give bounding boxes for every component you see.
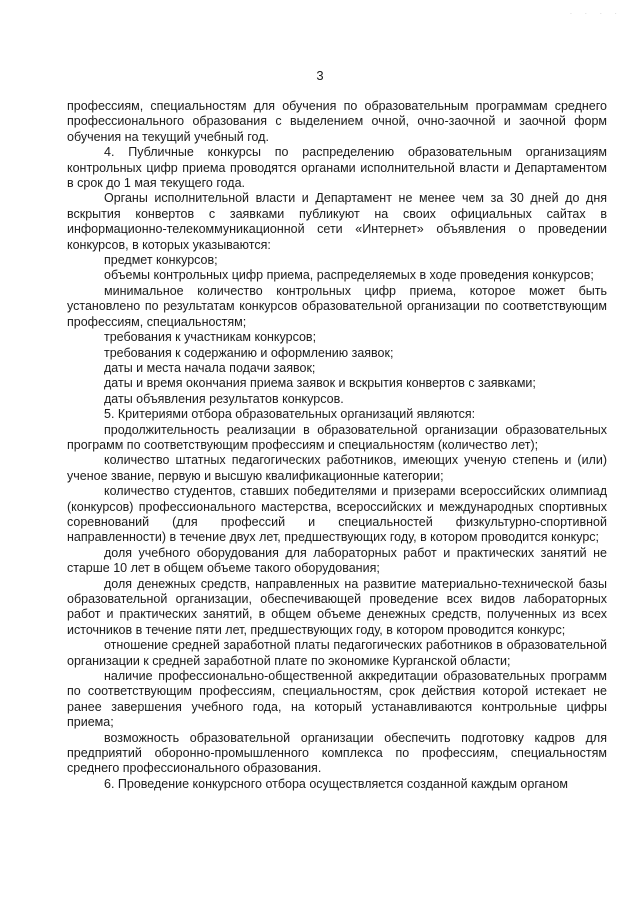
paragraph: объемы контрольных цифр приема, распределяемых в ходе проведения конкурсов; (104, 268, 594, 283)
body-text (67, 99, 607, 792)
paragraph: даты и время окончания приема заявок и вскрытия конвертов с заявками; (104, 376, 536, 391)
page-number: 3 (316, 68, 324, 83)
paragraph: требования к участникам конкурсов; (104, 330, 317, 345)
paragraph: доля денежных средств, направленных на развитие материально-технической базы образовательной организации, обеспечивающей проведение всех видов лабораторных работ и практических занятий, в общем объеме денежных средств, полученных из всех источников в течение пяти лет, предшествующих году, в котором проводится конкурс; (67, 576, 607, 637)
paragraph-last: 6. Проведение конкурсного отбора осуществляется созданной каждым органом (104, 776, 569, 791)
paragraph: минимальное количество контрольных цифр приема, которое может быть установлено по результатам конкурсов образовательной организации по соответствующим профессиям, специальностям; (67, 283, 607, 329)
paragraph: наличие профессионально-общественной аккредитации образовательных программ по соответствующим профессиям, специальностям, срок действия которой истекает не ранее завершения учебного года, на который устанавливаются контрольные цифры приема; (67, 669, 607, 730)
paragraph: даты объявления результатов конкурсов. (104, 391, 344, 406)
paragraph: возможность образовательной организации обеспечить подготовку кадров для предприятий оборонно-промышленного комплекса по профессиям, специальностям среднего профессионального образования. (67, 730, 607, 776)
paragraph: 5. Критериями отбора образовательных организаций являются: (104, 407, 476, 422)
paragraph: даты и места начала подачи заявок; (104, 360, 316, 375)
paragraph: 4. Публичные конкурсы по распределению образовательным организациям контрольных цифр приема проводятся органами исполнительной власти и Департаментом в срок до 1 мая текущего года. (67, 145, 607, 191)
paragraph: продолжительность реализации в образовательной организации образовательных программ по соответствующим профессиям и специальностям (количество лет); (67, 422, 607, 452)
paragraph: количество штатных педагогических работников, имеющих ученую степень и (или) ученое звание, первую и высшую квалификационные категории; (67, 453, 607, 483)
scan-corner-mark: · · · · (569, 9, 622, 18)
paragraph: профессиям, специальностям для обучения по образовательным программам среднего профессионального образования с выделением очной, очно-заочной и заочной форм обучения на текущий учебный год. (67, 99, 607, 144)
paragraph: количество студентов, ставших победителями и призерами всероссийских олимпиад (конкурсов) профессионального мастерства, всероссийских и международных спортивных соревнований (для профессий и специальностей физкультурно-спортивной направленности) в течение двух лет, предшествующих году, в котором проводится конкурс; (67, 484, 607, 545)
paragraph: Органы исполнительной власти и Департамент не менее чем за 30 дней до дня вскрытия конвертов с заявками публикуют на своих официальных сайтах в информационно-телекоммуникационной сети «Интернет» объявления о проведении конкурсов, в которых указываются: (67, 191, 607, 252)
paragraph: требования к содержанию и оформлению заявок; (104, 345, 394, 360)
paragraph: доля учебного оборудования для лабораторных работ и практических занятий не старше 10 лет в общем объеме такого оборудования; (67, 545, 607, 576)
paragraph: предмет конкурсов; (104, 253, 218, 268)
paragraph: отношение средней заработной платы педагогических работников в образовательной организации к средней заработной плате по экономике Курганской области; (67, 638, 607, 668)
